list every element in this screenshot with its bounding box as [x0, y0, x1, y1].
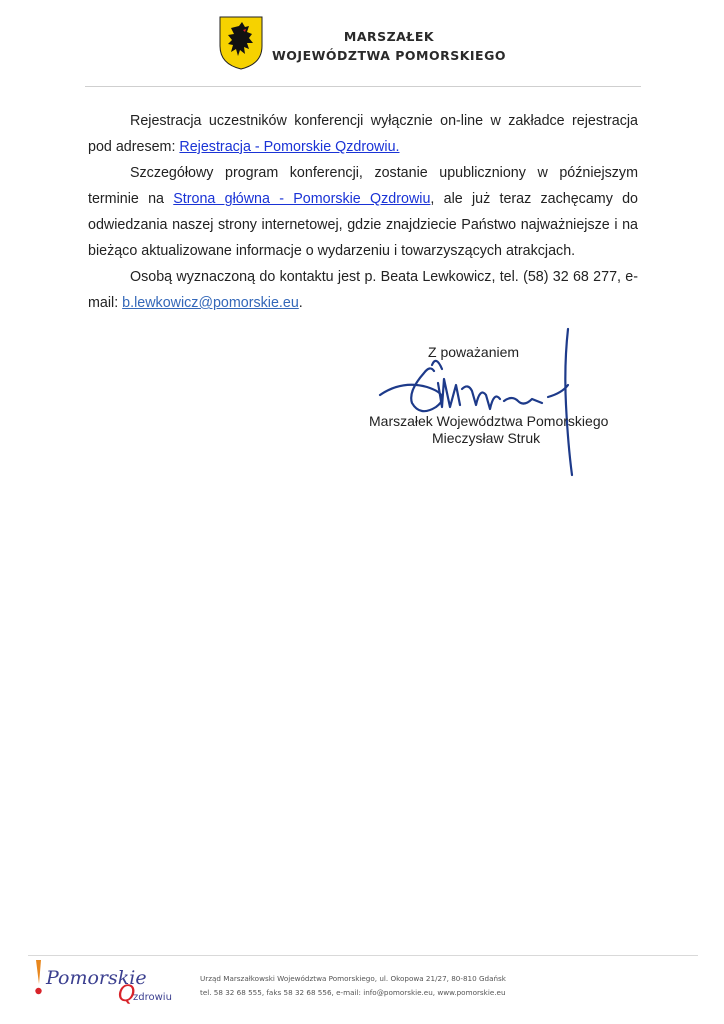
- signatory-title: Marszałek Województwa Pomorskiego: [369, 413, 609, 429]
- griffin-crest-icon: [219, 16, 263, 70]
- paragraph-text: , ale już teraz zachęcamy do odwiedzania naszej strony internetowej, gdzie znajdziecie Państwo najważniejsze i na bieżąco aktualizowane informacje o wydarzeniu i towarzyszących atrakcjach.: [88, 191, 639, 259]
- letter-body: [88, 108, 638, 316]
- org-title-line1: MARSZAŁEK: [343, 29, 435, 44]
- footer-address: Urząd Marszałkowski Województwa Pomorskiego, ul. Okopowa 21/27, 80-810 Gdańsk: [200, 974, 506, 983]
- paragraph-text: .: [298, 295, 303, 311]
- contact-email-link[interactable]: b.lewkowicz@pomorskie.eu: [122, 295, 299, 311]
- handwritten-signature: [372, 325, 592, 480]
- pomorskie-qzdrowiu-logo: [30, 958, 180, 1006]
- letterhead: [0, 0, 724, 86]
- registration-link[interactable]: Rejestracja - Pomorskie Qzdrowiu.: [179, 139, 400, 155]
- logo-subtitle: zdrowiu: [133, 992, 172, 1003]
- paragraph-program: [88, 160, 638, 264]
- footer-contact: [200, 972, 506, 1000]
- header-divider: [85, 86, 641, 87]
- logo-q-letter: Q: [118, 982, 136, 1006]
- organization-name: [272, 27, 506, 65]
- paragraph-registration: [88, 108, 638, 160]
- homepage-link[interactable]: Strona główna - Pomorskie Qzdrowiu: [173, 191, 431, 207]
- paragraph-text: Rejestracja uczestników konferencji wyłącznie on-line w zakładce rejestracja pod adresem:: [88, 113, 638, 155]
- paragraph-contact: [88, 264, 638, 316]
- paragraph-text: Szczegółowy program konferencji, zostanie upubliczniony w późniejszym terminie na: [88, 165, 638, 207]
- org-title-line2: WOJEWÓDZTWA POMORSKIEGO: [272, 48, 506, 63]
- closing-salutation: Z poważaniem: [428, 344, 520, 360]
- paragraph-text: Osobą wyznaczoną do kontaktu jest p. Beata Lewkowicz, tel. (58) 32 68 277, e-mail:: [88, 269, 638, 311]
- signatory-name: Mieczysław Struk: [432, 430, 541, 446]
- footer-phone-email: tel. 58 32 68 555, faks 58 32 68 556, e-mail: info@pomorskie.eu, www.pomorskie.eu: [200, 988, 506, 997]
- footer-divider: [28, 955, 698, 956]
- logo-wordmark: Pomorskie: [46, 967, 147, 989]
